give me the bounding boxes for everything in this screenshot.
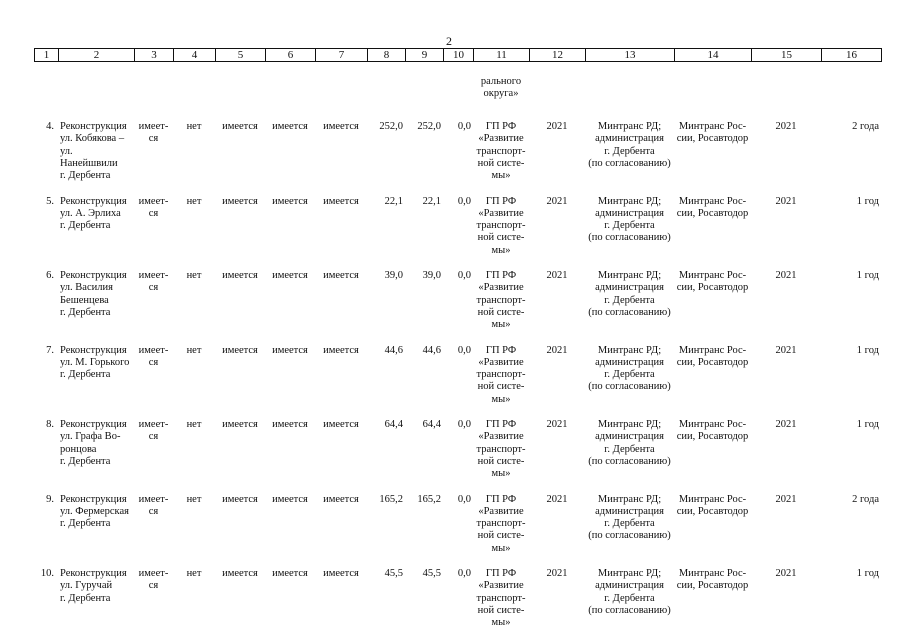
coexecutor-cell: Минтранс Рос- сии, Росавтодор [676,121,749,145]
row-number: 4. [46,121,54,132]
table-row [34,196,881,271]
responsible-cell: Минтранс РД; администрация г. Дербента (по согласованию) [588,419,671,467]
col10-value: 0,0 [457,121,471,132]
start-year-cell: 2021 [775,121,797,132]
col8-value: 64,4 [384,419,403,430]
year-cell: 2021 [546,344,568,356]
col6-cell: имеется [272,195,308,207]
col9-value: 44,6 [422,344,441,356]
col3-cell: имеет- ся [138,270,169,294]
coexecutor-cell: Минтранс Рос- сии, Росавтодор [676,419,749,443]
col5-cell: имеется [222,344,258,356]
coexecutor-cell: Минтранс Рос- сии, Росавтодор [676,344,749,368]
object-name: Реконструкция ул. М. Горького г. Дербента [60,344,130,381]
col6-cell: имеется [272,270,308,281]
header-col-9: 9 [406,49,444,62]
program-cell: ГП РФ «Развитие транспорт- ной систе- мы» [476,121,526,182]
col8-value: 45,5 [384,568,403,579]
year-cell: 2021 [546,121,568,132]
table-row [34,121,881,196]
program-cell: ГП РФ «Развитие транспорт- ной систе- мы» [476,419,526,480]
table-row [34,345,881,420]
start-year-cell: 2021 [775,419,797,430]
table-row [34,568,881,643]
header-col-10: 10 [444,49,474,62]
start-year-cell: 2021 [775,568,797,579]
col4-cell: нет [186,568,202,579]
col9-value: 252,0 [417,121,441,132]
col4-cell: нет [186,195,202,207]
col6-cell: имеется [272,419,308,430]
col10-value: 0,0 [457,344,471,356]
col5-cell: имеется [222,121,258,132]
col9-value: 64,4 [422,419,441,430]
year-cell: 2021 [546,419,568,430]
start-year-cell: 2021 [775,344,797,356]
header-col-7: 7 [316,49,368,62]
responsible-cell: Минтранс РД; администрация г. Дербента (по согласованию) [588,493,671,542]
header-col-16: 16 [822,49,882,62]
col6-cell: имеется [272,568,308,579]
row-number: 9. [46,493,54,505]
row-number: 6. [46,270,54,281]
continuation-row [34,76,881,121]
object-name: Реконструкция ул. Василия Бешенцева г. Дербента [60,270,127,318]
header-col-8: 8 [368,49,406,62]
row-number: 10. [40,568,54,579]
col10-value: 0,0 [457,270,471,281]
responsible-cell: Минтранс РД; администрация г. Дербента (по согласованию) [588,121,671,169]
program-cell: ГП РФ «Развитие транспорт- ной систе- мы» [476,568,526,629]
responsible-cell: Минтранс РД; администрация г. Дербента (по согласованию) [588,568,671,616]
year-cell: 2021 [546,568,568,579]
object-name: Реконструкция ул. Гуручай г. Дербента [60,568,127,604]
year-cell: 2021 [546,493,568,505]
col5-cell: имеется [222,195,258,207]
col4-cell: нет [186,344,202,356]
col8-value: 165,2 [379,493,403,505]
duration-cell: 1 год [856,568,879,579]
col8-value: 44,6 [384,344,403,356]
duration-cell: 2 года [852,493,879,505]
col5-cell: имеется [222,419,258,430]
header-col-14: 14 [675,49,752,62]
row-number: 8. [46,419,54,430]
start-year-cell: 2021 [775,493,797,505]
projects-table [34,76,881,643]
col4-cell: нет [186,270,202,281]
header-col-3: 3 [135,49,174,62]
col9-value: 22,1 [422,195,441,207]
col10-value: 0,0 [457,419,471,430]
start-year-cell: 2021 [775,195,797,207]
col7-cell: имеется [323,493,359,505]
duration-cell: 1 год [856,195,879,207]
col4-cell: нет [186,121,202,132]
program-cell: ГП РФ «Развитие транспорт- ной систе- мы» [476,493,526,554]
col5-cell: имеется [222,493,258,505]
col3-cell: имеет- ся [138,419,169,443]
column-number-header [34,48,882,62]
col8-value: 252,0 [379,121,403,132]
responsible-cell: Минтранс РД; администрация г. Дербента (по согласованию) [588,270,671,318]
col3-cell: имеет- ся [138,195,169,219]
col6-cell: имеется [272,121,308,132]
col3-cell: имеет- ся [138,344,169,368]
col4-cell: нет [186,419,202,430]
responsible-cell: Минтранс РД; администрация г. Дербента (по согласованию) [588,195,671,244]
year-cell: 2021 [546,195,568,207]
col6-cell: имеется [272,344,308,356]
col9-value: 39,0 [422,270,441,281]
header-col-2: 2 [59,49,135,62]
header-col-11: 11 [474,49,530,62]
object-name: Реконструкция ул. Кобякова – ул. Нанейшвили г. Дербента [60,121,127,182]
object-name: Реконструкция ул. Графа Во- ронцова г. Дербента [60,419,127,467]
year-cell: 2021 [546,270,568,281]
header-col-5: 5 [216,49,266,62]
col5-cell: имеется [222,270,258,281]
col7-cell: имеется [323,121,359,132]
col8-value: 39,0 [384,270,403,281]
col3-cell: имеет- ся [138,568,169,592]
program-cell: ГП РФ «Развитие транспорт- ной систе- мы» [476,270,526,331]
col8-value: 22,1 [384,195,403,207]
header-col-6: 6 [266,49,316,62]
col10-value: 0,0 [457,493,471,505]
col3-cell: имеет- ся [138,493,169,517]
col7-cell: имеется [323,344,359,356]
program-cell: ГП РФ «Развитие транспорт- ной систе- мы» [476,344,526,405]
col3-cell: имеет- ся [138,121,169,145]
header-col-15: 15 [752,49,822,62]
row-number: 5. [46,195,54,207]
col10-value: 0,0 [457,568,471,579]
col6-cell: имеется [272,493,308,505]
duration-cell: 2 года [852,121,879,132]
coexecutor-cell: Минтранс Рос- сии, Росавтодор [676,568,749,592]
header-col-1: 1 [35,49,59,62]
col10-value: 0,0 [457,195,471,207]
col7-cell: имеется [323,419,359,430]
duration-cell: 1 год [856,419,879,430]
duration-cell: 1 год [856,270,879,281]
table-row [34,419,881,494]
header-col-12: 12 [530,49,586,62]
object-name: Реконструкция ул. Фермерская г. Дербента [60,493,129,530]
coexecutor-cell: Минтранс Рос- сии, Росавтодор [676,493,749,517]
col7-cell: имеется [323,568,359,579]
header-col-4: 4 [174,49,216,62]
start-year-cell: 2021 [775,270,797,281]
coexecutor-cell: Минтранс Рос- сии, Росавтодор [676,195,749,219]
responsible-cell: Минтранс РД; администрация г. Дербента (по согласованию) [588,344,671,393]
page-number: 2 [446,34,452,48]
object-name: Реконструкция ул. А. Эрлиха г. Дербента [60,195,127,232]
header-col-13: 13 [586,49,675,62]
table-row [34,494,881,569]
col4-cell: нет [186,493,202,505]
program-cell: ГП РФ «Развитие транспорт- ной систе- мы» [476,195,526,256]
col9-value: 45,5 [422,568,441,579]
duration-cell: 1 год [856,344,879,356]
col7-cell: имеется [323,195,359,207]
col9-value: 165,2 [417,493,441,505]
continuation-program-cell: рального округа» [480,76,522,100]
col7-cell: имеется [323,270,359,281]
col5-cell: имеется [222,568,258,579]
table-row [34,270,881,345]
coexecutor-cell: Минтранс Рос- сии, Росавтодор [676,270,749,294]
row-number: 7. [46,344,54,356]
